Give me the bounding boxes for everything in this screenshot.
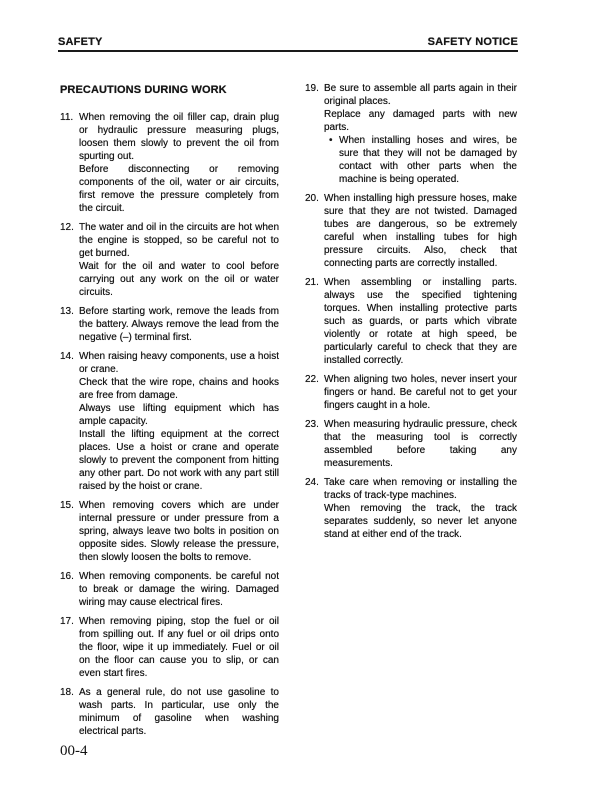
- item-paragraph: When aligning two holes, never insert your fingers or hand. Be careful not to get your fingers caught in a hole.: [324, 374, 517, 411]
- item-paragraph: Before disconnecting or removing components of the oil, water or air circuits, first remove the pressure completely from the circuit.: [79, 164, 279, 214]
- item-number: 19.: [305, 83, 319, 94]
- item-paragraph: When measuring hydraulic pressure, check that the measuring tool is correctly assembled before taking any measurements.: [324, 419, 517, 469]
- left-items: [60, 111, 279, 738]
- page-header: [58, 36, 518, 52]
- item-paragraph: Install the lifting equipment at the correct places. Use a hoist or crane and operate slowly to prevent the component from hitting any other part. Do not work with any part still raised by the hoist or crane.: [79, 429, 279, 492]
- item-number: 18.: [60, 687, 74, 698]
- item-body: [79, 686, 279, 738]
- item-paragraph: Be sure to assemble all parts again in their original places.: [324, 83, 517, 107]
- list-item: [305, 192, 517, 270]
- item-body: [79, 221, 279, 299]
- item-paragraph: When removing the track, the track separates suddenly, so never let anyone stand at either end of the track.: [324, 503, 517, 540]
- item-paragraph: Before starting work, remove the leads from the battery. Always remove the lead from the negative (–) terminal first.: [79, 306, 279, 343]
- item-paragraph: When removing components. be careful not to break or damage the wiring. Damaged wiring may cause electrical fires.: [79, 571, 279, 608]
- item-number: 24.: [305, 477, 319, 488]
- item-number: 13.: [60, 306, 74, 317]
- item-body: [324, 476, 517, 541]
- item-number: 22.: [305, 374, 319, 385]
- item-paragraph: When assembling or installing parts. always use the specified tightening torques. When installing protective parts such as guards, or parts which vibrate violently or rotate at high speed, be particularly careful to check that they are installed correctly.: [324, 277, 517, 366]
- item-number: 21.: [305, 277, 319, 288]
- item-paragraph: Always use lifting equipment which has ample capacity.: [79, 403, 279, 427]
- item-paragraph: When installing high pressure hoses, make sure that they are not twisted. Damaged tubes are dangerous, so be extremely careful when installing tubes for high pressure circuits. Also, check that connecting parts are correctly installed.: [324, 193, 517, 269]
- item-body: [79, 350, 279, 493]
- item-paragraph: Replace any damaged parts with new parts.: [324, 109, 517, 133]
- page-number: 00-4: [60, 743, 88, 759]
- item-body: [324, 82, 517, 186]
- item-number: 15.: [60, 500, 74, 511]
- list-item: [60, 111, 279, 215]
- list-item: [60, 221, 279, 299]
- list-item: [60, 350, 279, 493]
- list-item: [305, 476, 517, 541]
- item-paragraph: When removing covers which are under internal pressure or under pressure from a spring, always leave two bolts in position on opposite sides. Slowly release the pressure, then slowly loosen the bolts to remove.: [79, 500, 279, 563]
- list-item: [305, 82, 517, 186]
- right-items: [305, 82, 517, 541]
- list-item: [60, 499, 279, 564]
- item-paragraph: Wait for the oil and water to cool before carrying out any work on the oil or water circuits.: [79, 261, 279, 298]
- item-body: [324, 418, 517, 470]
- list-item: [305, 418, 517, 470]
- item-number: 23.: [305, 419, 319, 430]
- item-paragraph: Check that the wire rope, chains and hooks are free from damage.: [79, 377, 279, 401]
- item-paragraph: When removing piping, stop the fuel or oil from spilling out. If any fuel or oil drips onto the floor, wipe it up immediately. Fuel or oil on the floor can cause you to slip, or can even start fires.: [79, 616, 279, 679]
- list-item: [60, 570, 279, 609]
- item-number: 11.: [60, 112, 74, 123]
- item-body: [324, 373, 517, 412]
- header-left-label: SAFETY: [58, 36, 103, 48]
- item-body: [79, 499, 279, 564]
- list-item: [305, 276, 517, 367]
- item-number: 16.: [60, 571, 74, 582]
- list-item: [60, 615, 279, 680]
- header-rule: [58, 50, 518, 52]
- item-body: [324, 276, 517, 367]
- item-number: 12.: [60, 222, 74, 233]
- item-body: [79, 305, 279, 344]
- item-paragraph: When raising heavy components, use a hoist or crane.: [79, 351, 279, 375]
- column-left: [60, 84, 279, 744]
- item-body: [324, 192, 517, 270]
- item-body: [79, 615, 279, 680]
- item-number: 14.: [60, 351, 74, 362]
- item-number: 20.: [305, 193, 319, 204]
- item-body: [79, 111, 279, 215]
- header-right-label: SAFETY NOTICE: [427, 36, 518, 48]
- item-paragraph: Take care when removing or installing the tracks of track-type machines.: [324, 477, 517, 501]
- bullet-icon: •: [329, 135, 333, 146]
- section-title: PRECAUTIONS DURING WORK: [60, 84, 227, 96]
- list-item: [305, 373, 517, 412]
- item-body: [79, 570, 279, 609]
- column-right: [305, 82, 517, 547]
- item-paragraph: When removing the oil filler cap, drain plug or hydraulic pressure measuring plugs, loosen them slowly to prevent the oil from spurting out.: [79, 112, 279, 162]
- item-bullet-paragraph: • When installing hoses and wires, be sure that they will not be damaged by contact with other parts when the machine is being operated.: [329, 135, 517, 185]
- list-item: [60, 686, 279, 738]
- item-number: 17.: [60, 616, 74, 627]
- item-paragraph: The water and oil in the circuits are hot when the engine is stopped, so be careful not to get burned.: [79, 222, 279, 259]
- item-paragraph: As a general rule, do not use gasoline to wash parts. In particular, use only the minimum of gasoline when washing electrical parts.: [79, 687, 279, 737]
- list-item: [60, 305, 279, 344]
